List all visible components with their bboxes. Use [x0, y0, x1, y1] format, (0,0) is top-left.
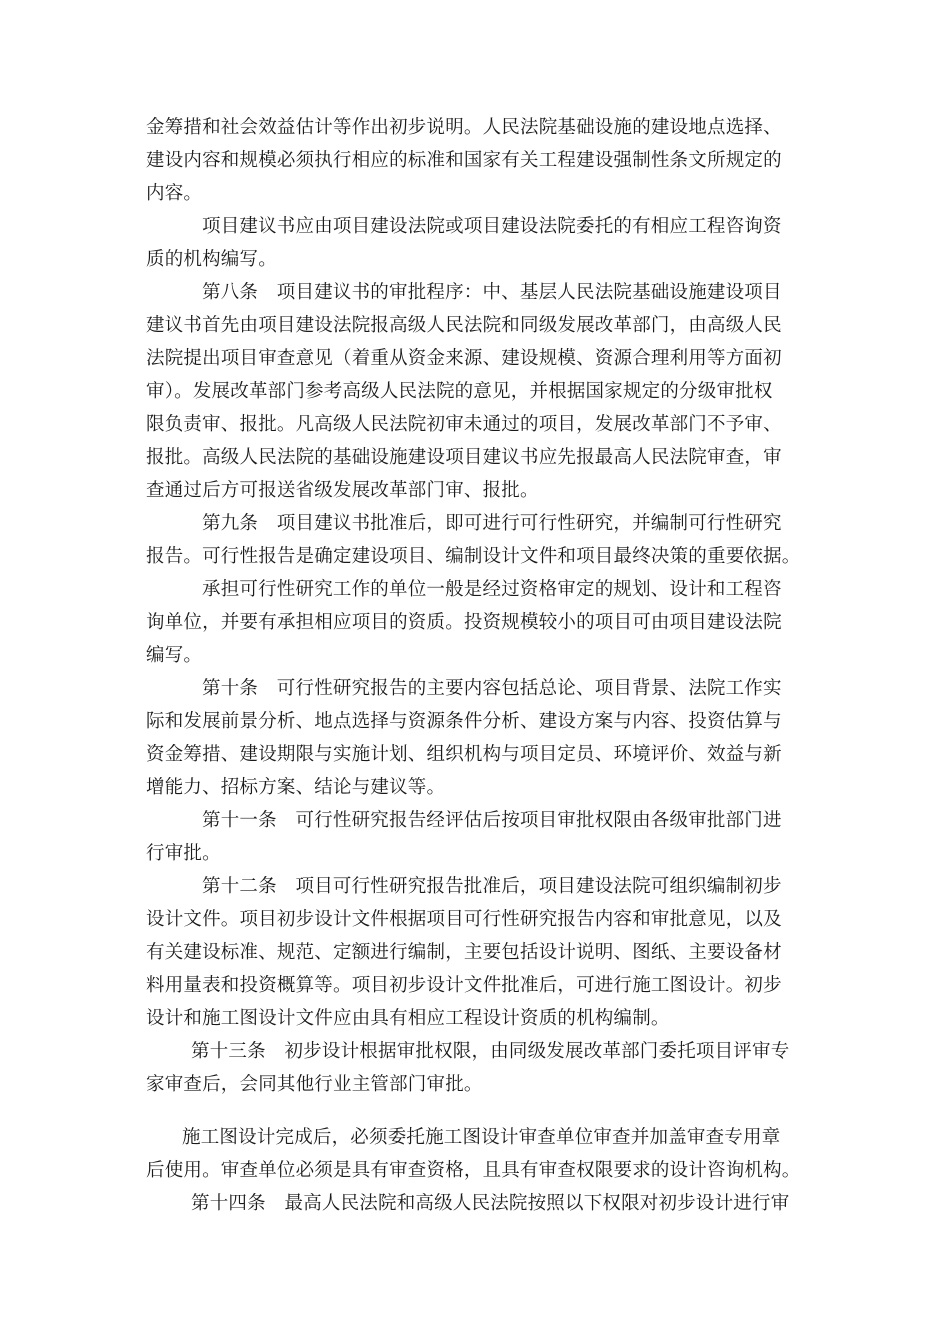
text-line: 第十四条 最高人民法院和高级人民法院按照以下权限对初步设计进行审	[191, 1193, 790, 1214]
text-line: 行审批。	[146, 843, 221, 864]
text-line: 承担可行性研究工作的单位一般是经过资格审定的规划、设计和工程咨	[202, 579, 782, 600]
text-line: 审）。发展改革部门参考高级人民法院的意见，并根据国家规定的分级审批权	[146, 381, 773, 402]
text-line: 项目建议书应由项目建设法院或项目建设法院委托的有相应工程咨询资	[202, 216, 782, 237]
text-line: 第十条 可行性研究报告的主要内容包括总论、项目背景、法院工作实	[202, 678, 782, 699]
text-line: 设计文件。项目初步设计文件根据项目可行性研究报告内容和审批意见，以及	[146, 909, 782, 930]
text-line: 建议书首先由项目建设法院报高级人民法院和同级发展改革部门，由高级人民	[146, 315, 782, 336]
text-line: 后使用。审查单位必须是具有审查资格，且具有审查权限要求的设计咨询机构。	[146, 1160, 801, 1181]
text-line: 金筹措和社会效益估计等作出初步说明。人民法院基础设施的建设地点选择、	[146, 117, 782, 138]
text-line: 建设内容和规模必须执行相应的标准和国家有关工程建设强制性条文所规定的	[146, 150, 782, 171]
text-line: 报告。可行性报告是确定建设项目、编制设计文件和项目最终决策的重要依据。	[146, 546, 801, 567]
text-line: 质的机构编写。	[146, 249, 277, 270]
text-line: 第八条 项目建议书的审批程序：中、基层人民法院基础设施建设项目	[202, 282, 782, 303]
text-line: 报批。高级人民法院的基础设施建设项目建议书应先报最高人民法院审查，审	[146, 447, 782, 468]
text-line: 第十二条 项目可行性研究报告批准后，项目建设法院可组织编制初步	[202, 876, 782, 897]
text-line: 料用量表和投资概算等。项目初步设计文件批准后，可进行施工图设计。初步	[146, 975, 782, 996]
text-line: 询单位，并要有承担相应项目的资质。投资规模较小的项目可由项目建设法院	[146, 612, 782, 633]
text-line: 编写。	[146, 645, 203, 666]
text-line: 家审查后，会同其他行业主管部门审批。	[146, 1074, 483, 1095]
text-line: 限负责审、报批。凡高级人民法院初审未通过的项目，发展改革部门不予审、	[146, 414, 782, 435]
text-line: 施工图设计完成后，必须委托施工图设计审查单位审查并加盖审查专用章	[182, 1127, 781, 1148]
text-line: 第九条 项目建议书批准后，即可进行可行性研究，并编制可行性研究	[202, 513, 782, 534]
text-line: 第十三条 初步设计根据审批权限，由同级发展改革部门委托项目评审专	[191, 1041, 790, 1062]
text-line: 第十一条 可行性研究报告经评估后按项目审批权限由各级审批部门进	[202, 810, 782, 831]
text-line: 资金筹措、建设期限与实施计划、组织机构与项目定员、环境评价、效益与新	[146, 744, 782, 765]
text-line: 际和发展前景分析、地点选择与资源条件分析、建设方案与内容、投资估算与	[146, 711, 782, 732]
text-line: 查通过后方可报送省级发展改革部门审、报批。	[146, 480, 539, 501]
text-line: 设计和施工图设计文件应由具有相应工程设计资质的机构编制。	[146, 1008, 670, 1029]
text-line: 增能力、招标方案、结论与建议等。	[146, 777, 446, 798]
text-line: 法院提出项目审查意见（着重从资金来源、建设规模、资源合理利用等方面初	[146, 348, 782, 369]
text-line: 内容。	[146, 183, 203, 204]
text-line: 有关建设标准、规范、定额进行编制，主要包括设计说明、图纸、主要设备材	[146, 942, 782, 963]
